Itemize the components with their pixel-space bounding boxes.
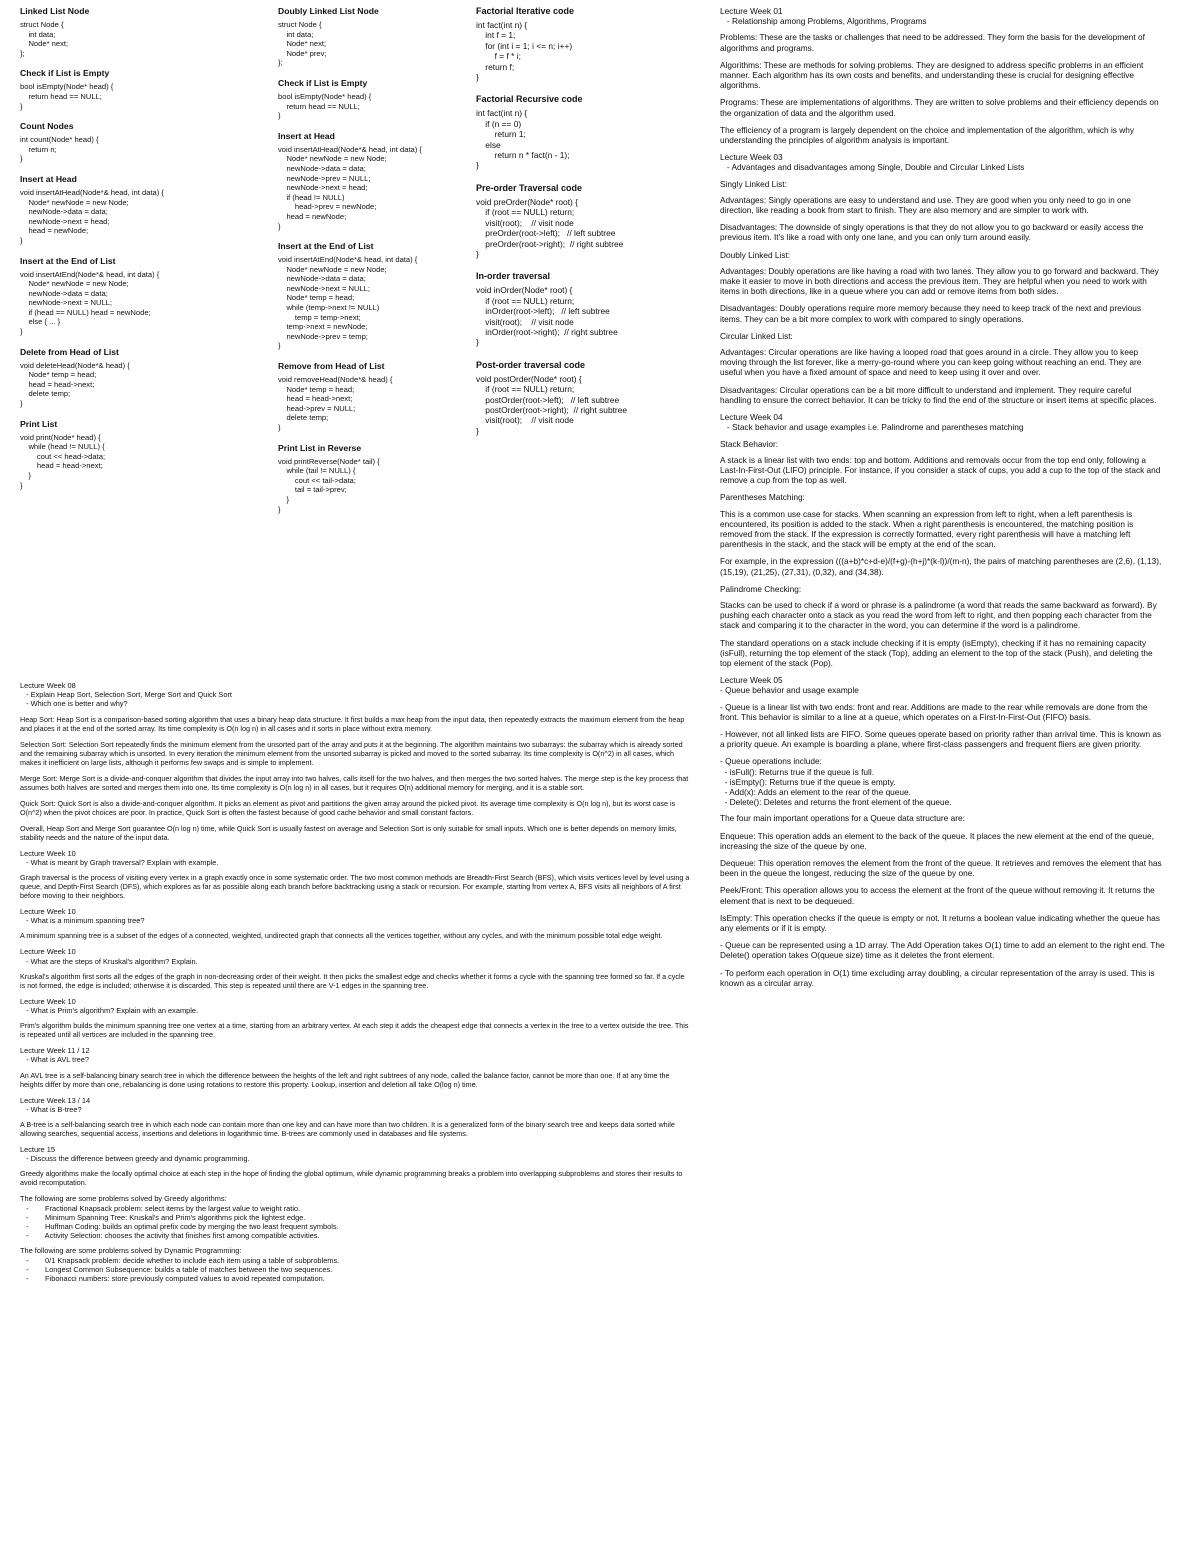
section-heading: Lecture Week 10 - What is meant by Graph traversal? Explain with example.: [20, 848, 219, 867]
paragraph: The standard operations on a stack include checking if it is empty (isEmpty), checking if it has no remaining capacity (isFull), returning the top element of the stack (Top), adding an element to the top of the stack (Push), and deleting the top element of the stack (Pop).: [720, 637, 1153, 668]
code-block: void removeHead(Node*& head) { Node* temp = head; head = head->next; head->prev = NULL; delete temp; }: [278, 375, 393, 432]
code-block: void deleteHead(Node*& head) { Node* temp = head; head = head->next; delete temp; }: [20, 360, 130, 409]
paragraph: Heap Sort: Heap Sort is a comparison-based sorting algorithm that uses a binary heap data structure. It first builds a max heap from the input data, then repeatedly extracts the maximum element from the heap and places it at the end of the sorted array. Its time complexity is O(n log n) in all cases and it sorts in place without extra memory.: [20, 714, 685, 733]
paragraph: Selection Sort: Selection Sort repeatedly finds the minimum element from the unsorted part of the array and puts it at the beginning. The algorithm maintains two subarrays: the subarray which is already sorted and the remaining subarray which is unsorted. In every iteration the minimum element from the unsorted subarray is picked and moved to the sorted subarray. Its time complexity is O(n^2) in all cases, which makes it inefficient on large lists, although it performs few swaps and is simple to implement.: [20, 739, 683, 767]
section-heading: Parentheses Matching:: [720, 492, 805, 503]
paragraph: Disadvantages: Circular operations can be a bit more difficult to understand and implement. They require careful handling to ensure the correct behavior. It can be tricky to find the end of the structure or insert items at specific places.: [720, 384, 1157, 405]
paragraph: Merge Sort: Merge Sort is a divide-and-conquer algorithm that divides the input array into two halves, calls itself for the two halves, and then merges the two sorted halves. The merge step is the key process that assumes both halves are sorted and merges them into one. Its time complexity is O(n log n) in all cases, but it requires O(n) additional memory for merging, and it is a stable sort.: [20, 773, 689, 792]
section-heading: The following are some problems solved by Greedy algorithms: - Fractional Knapsack problem: select items by the largest value to weight ratio. - Minimum Spanning Tree: Kruskal's and Prim's algorithms pick the lightest edge. - Huffman Coding: builds an optimal prefix code by merging the two least frequent symbols. - Activity Selection: chooses the activity that finishes first among compatible activities.: [20, 1194, 339, 1241]
paragraph: - To perform each operation in O(1) time excluding array doubling, a circular representation of the array is used. This is known as a circular array.: [720, 967, 1155, 988]
paragraph: The four main important operations for a Queue data structure are:: [720, 813, 965, 824]
code-section-title: Doubly Linked List Node: [278, 6, 379, 16]
paragraph: Problems: These are the tasks or challenges that need to be addressed. They form the basis for the development of algorithms and programs.: [720, 32, 1145, 53]
paragraph: Programs: These are implementations of algorithms. They are written to solve problems and their efficiency depends on the organization of data and the algorithm used.: [720, 97, 1159, 118]
paragraph: For example, in the expression (((a+b)*c+d-e)/(f+g)-(h+j)*(k-l))/(m-n), the pairs of matching parentheses are (2,6), (1,13), (15,19), (21,25), (27,31), (0,32), and (34,38).: [720, 556, 1162, 577]
code-block: void print(Node* head) { while (head != NULL) { cout << head->data; head = head->next; } }: [20, 432, 106, 490]
paragraph: Stacks can be used to check if a word or phrase is a palindrome (a word that reads the same backward as forward). By pushing each character onto a stack as you read the word from left to right, and then popping each character from the stack and comparing it to the character in the word, you can determine if the word is a palindrome.: [720, 599, 1157, 631]
code-block: void insertAtHead(Node*& head, int data) { Node* newNode = new Node; newNode->data = data; newNode->next = head; head = newNode; }: [20, 187, 164, 245]
paragraph: Advantages: Circular operations are like having a looped road that goes around in a circle. They allow you to keep moving through the list forever, like a merry-go-round where you can keep going without reaching an end. They are useful when you have a fixed amount of space and need to keep using it over and over.: [720, 347, 1142, 378]
paragraph: Prim's algorithm builds the minimum spanning tree one vertex at a time, starting from an arbitrary vertex. At each step it adds the cheapest edge that connects a vertex in the tree to a vertex outside the tree. This is repeated until all vertices are included in the spanning tree.: [20, 1021, 689, 1040]
code-block: void inOrder(Node* root) { if (root == NULL) return; inOrder(root->left); // left subtree visit(root); // visit node inOrder(root->right); // right subtree }: [476, 285, 618, 348]
code-block: struct Node { int data; Node* next; Node* prev; };: [278, 20, 327, 68]
paragraph: Overall, Heap Sort and Merge Sort guarantee O(n log n) time, while Quick Sort is usually fastest on average and Selection Sort is only suitable for small inputs. Which one is better depends on memory limits, stability needs and the nature of the input data.: [20, 823, 677, 842]
section-heading: Palindrome Checking:: [720, 583, 802, 594]
code-block: void postOrder(Node* root) { if (root == NULL) return; postOrder(root->left); // left subtree postOrder(root->right); // right subtree visit(root); // visit node }: [476, 373, 628, 436]
paragraph: Peek/Front: This operation allows you to access the element at the front of the queue without removing it. It returns the element that is next to be dequeued.: [720, 885, 1155, 906]
paragraph: Kruskal's algorithm first sorts all the edges of the graph in non-decreasing order of their weight. It then picks the smallest edge and checks whether it forms a cycle with the spanning tree formed so far. If a cycle is not formed, the edge is included; otherwise it is discarded. This step is repeated until there are V-1 edges in the spanning tree.: [20, 971, 685, 990]
code-section-title: Insert at Head: [20, 173, 77, 184]
code-section-title: In-order traversal: [476, 271, 551, 282]
code-block: void insertAtEnd(Node*& head, int data) { Node* newNode = new Node; newNode->data = data; newNode->next = NULL; Node* temp = head; while (temp->next != NULL) temp = temp->next; temp->next = newNode; newNode->prev = temp; }: [278, 255, 418, 351]
recursion-traversal-code-column: [476, 6, 706, 448]
code-section-title: Pre-order Traversal code: [476, 182, 583, 193]
section-heading: Lecture Week 13 / 14 - What is B-tree?: [20, 1095, 91, 1114]
code-block: void printReverse(Node* tail) { while (tail != NULL) { cout << tail->data; tail = tail->prev; } }: [278, 456, 380, 514]
lecture-notes-bottom-left: [20, 681, 690, 1289]
code-section-title: Print List in Reverse: [278, 442, 362, 453]
code-block: struct Node { int data; Node* next; };: [20, 20, 69, 58]
paragraph: The efficiency of a program is largely dependent on the choice and implementation of the algorithm, which is why understanding the principles of algorithm analysis is important.: [720, 124, 1134, 146]
code-section-title: Factorial Recursive code: [476, 94, 583, 105]
section-heading: Lecture Week 10 - What is a minimum spanning tree?: [20, 907, 145, 926]
code-block: int fact(int n) { int f = 1; for (int i = 1; i <= n; i++) f = f * i; return f; }: [476, 20, 573, 83]
paragraph: A stack is a linear list with two ends: top and bottom. Additions and removals occur from the top end only, following a Last-In-First-Out (LIFO) principle. For instance, if you consider a stack of cups, you add a cup to the top of the stack and remove a cup from the top as well.: [720, 454, 1161, 486]
paragraph: A minimum spanning tree is a subset of the edges of a connected, weighted, undirected graph that connects all the vertices together, without any cycles, and with the minimum possible total edge weight.: [20, 931, 663, 941]
singly-linked-list-code-column: [20, 6, 260, 500]
paragraph: - Queue can be represented using a 1D array. The Add Operation takes O(1) time to add an element to the right end. The Delete() operation takes O(queue size) time as it deletes the front element.: [720, 940, 1165, 961]
section-heading: Lecture Week 01 - Relationship among Problems, Algorithms, Programs: [720, 6, 927, 27]
code-block: bool isEmpty(Node* head) { return head == NULL; }: [278, 91, 372, 121]
paragraph: Graph traversal is the process of visiting every vertex in a graph exactly once in some systematic order. The two most common methods are Breadth-First Search (BFS), which visits vertices level by level using a queue, and Depth-First Search (DFS), which explores as far as possible along each branch before backtracking using a stack or recursion. For example, starting from vertex A, BFS visits all neighbors of A first before moving to their neighbors.: [20, 873, 690, 901]
code-section-title: Linked List Node: [20, 6, 90, 16]
code-section-title: Factorial Iterative code: [476, 6, 575, 16]
paragraph: - However, not all linked lists are FIFO. Some queues operate based on priority rather than arrival time. This is known as a priority queue. An example is boarding a plane, where first-class passengers and frequent fliers are given priority.: [720, 728, 1162, 750]
paragraph: A B-tree is a self-balancing search tree in which each node can contain more than one key and can have more than two children. It is a generalized form of the binary search tree and keeps data sorted while allowing searches, sequential access, insertions and deletions in logarithmic time. B-trees are commonly used in databases and file systems.: [20, 1120, 675, 1139]
paragraph: - Queue is a linear list with two ends: front and rear. Additions are made to the rear while removals are done from the front. This behavior is similar to a line at a queue, which operates on a First-In-First-Out (FIFO) basis.: [720, 701, 1148, 722]
code-section-title: Check if List is Empty: [20, 68, 110, 79]
doubly-linked-list-code-column: [278, 6, 468, 524]
paragraph: Advantages: Singly operations are easy to understand and use. They are good when you only need to go in one direction, like reading a book from start to finish. They are also memory and are simpler to work with.: [720, 194, 1131, 216]
paragraph: Dequeue: This operation removes the element from the front of the queue. It retrieves and removes the element that has been in the queue the longest, reducing the size of the queue by one.: [720, 858, 1162, 879]
paragraph: Algorithms: These are methods for solving problems. They are designed to address specific problems in an efficient manner. Each algorithm has its own costs and benefits, and understanding these is crucial for designing effective algorithms.: [720, 59, 1144, 91]
paragraph: Disadvantages: Doubly operations require more memory because they need to keep track of the next and previous items. They can be a bit more complex to work with compared to singly operations.: [720, 303, 1142, 324]
code-section-title: Delete from Head of List: [20, 346, 119, 357]
code-section-title: Insert at the End of List: [278, 241, 374, 252]
paragraph: Enqueue: This operation adds an element to the back of the queue. It places the new element at the end of the queue, increasing the size of the queue by one.: [720, 830, 1154, 851]
paragraph: An AVL tree is a self-balancing binary search tree in which the difference between the heights of the left and right subtrees of any node, called the balance factor, cannot be more than one. If at any time the heights differ by more than one, rebalancing is done using rotations to restore this property. Lookup, insertion and deletion all take O(log n) time.: [20, 1070, 670, 1089]
section-heading: Circular Linked List:: [720, 330, 793, 341]
section-heading: Singly Linked List:: [720, 178, 787, 189]
section-heading: The following are some problems solved by Dynamic Programming: - 0/1 Knapsack problem: decide whether to include each item using a table of subproblems. - Longest Common Subsequence: builds a table of matches between the two sequences. - Fibonacci numbers: store previously computed values to avoid repeated computation.: [20, 1246, 340, 1284]
paragraph: Greedy algorithms make the locally optimal choice at each step in the hope of finding the global optimum, while dynamic programming breaks a problem into overlapping subproblems and stores their results to avoid recomputation.: [20, 1169, 683, 1188]
section-heading: Lecture Week 08 - Explain Heap Sort, Selection Sort, Merge Sort and Quick Sort - Which one is better and why?: [20, 681, 232, 709]
section-heading: Doubly Linked List:: [720, 249, 791, 260]
code-section-title: Count Nodes: [20, 121, 74, 132]
section-heading: Lecture 15 - Discuss the difference between greedy and dynamic programming.: [20, 1145, 250, 1164]
paragraph: Quick Sort: Quick Sort is also a divide-and-conquer algorithm. It picks an element as pivot and partitions the given array around the picked pivot. Its average time complexity is O(n log n), but its worst case is O(n^2) when the pivot choices are poor. In practice, Quick Sort is often the fastest because of good cache behavior and small constant factors.: [20, 798, 676, 817]
section-heading: Lecture Week 05 - Queue behavior and usage example: [720, 675, 859, 696]
code-section-title: Check if List is Empty: [278, 77, 368, 88]
code-section-title: Insert at the End of List: [20, 255, 116, 266]
section-heading: Lecture Week 03 - Advantages and disadvantages among Single, Double and Circular Linked Lists: [720, 152, 1025, 173]
section-heading: Lecture Week 04 - Stack behavior and usage examples i.e. Palindrome and parentheses matching: [720, 412, 1024, 433]
section-heading: Stack Behavior:: [720, 438, 779, 449]
section-heading: Lecture Week 10 - What are the steps of Kruskal's algorithm? Explain.: [20, 947, 198, 966]
section-heading: Lecture Week 10 - What is Prim's algorithm? Explain with an example.: [20, 996, 199, 1016]
code-block: void preOrder(Node* root) { if (root == NULL) return; visit(root); // visit node preOrder(root->left); // left subtree preOrder(root->right); // right subtree }: [476, 196, 624, 259]
code-section-title: Print List: [20, 418, 58, 429]
code-section-title: Insert at Head: [278, 130, 335, 141]
code-block: void insertAtEnd(Node*& head, int data) { Node* newNode = new Node; newNode->data = data; newNode->next = NULL; if (head == NULL) head = newNode; else { ... } }: [20, 269, 160, 337]
paragraph: This is a common use case for stacks. When scanning an expression from left to right, when a left parenthesis is encountered, its position is added to the stack. When a right parenthesis is encountered, the matching position is removed from the stack. If the expression is correctly formatted, every right parenthesis will have a matching left parenthesis in the stack, and the stack will be empty at the end of the scan.: [720, 508, 1134, 550]
code-section-title: Remove from Head of List: [278, 361, 385, 372]
code-block: int fact(int n) { if (n == 0) return 1; else return n * fact(n - 1); }: [476, 108, 570, 171]
code-block: bool isEmpty(Node* head) { return head == NULL; }: [20, 82, 114, 111]
section-heading: Lecture Week 11 / 12 - What is AVL tree?: [20, 1046, 90, 1065]
paragraph: Disadvantages: The downside of singly operations is that they do not allow you to go backward or easily access the previous item. It's like a road with only one lane, and you can only turn around easily.: [720, 222, 1144, 243]
lecture-notes-right-column: [720, 6, 1165, 995]
paragraph: Advantages: Doubly operations are like having a road with two lanes. They allow you to go forward and backward. They make it easier to move in both directions and access the previous item. They are helpful when you need to work with items in both directions, like in a queue where you can add or remove items from both sides.: [720, 265, 1159, 297]
paragraph: IsEmpty: This operation checks if the queue is empty or not. It returns a boolean value indicating whether the queue has any elements or if it is empty.: [720, 912, 1160, 934]
code-section-title: Post-order traversal code: [476, 359, 586, 370]
code-block: int count(Node* head) { return n; }: [20, 135, 99, 164]
code-block: void insertAtHead(Node*& head, int data) { Node* newNode = new Node; newNode->data = data; newNode->prev = NULL; newNode->next = head; if (head != NULL) head->prev = newNode; head = newNode; }: [278, 144, 422, 231]
section-heading: - Queue operations include: - isFull(): Returns true if the queue is full. - isEmpty(): Returns true if the queue is empty. - Add(x): Adds an element to the rear of the queue. - Delete(): Deletes and returns the front element of the queue.: [720, 756, 952, 808]
